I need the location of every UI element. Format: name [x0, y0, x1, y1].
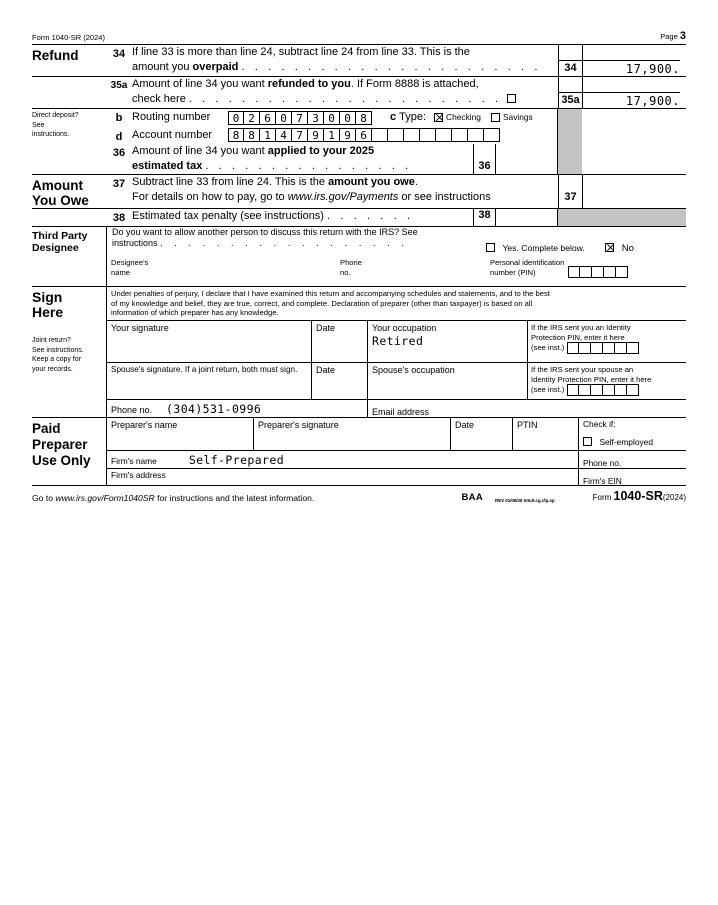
line-38-box-number: 38	[478, 209, 491, 221]
your-date-label: Date	[316, 323, 336, 333]
line-37-text	[132, 175, 558, 208]
pin-digit[interactable]	[580, 266, 592, 278]
page-indicator	[660, 30, 686, 42]
spouse-ip-pin-digit[interactable]	[615, 384, 627, 396]
line-34-row	[32, 45, 686, 76]
spouse-ip-pin-digit[interactable]	[627, 384, 639, 396]
third-party-category-label	[32, 227, 106, 256]
spouse-ip-pin-label-line1: If the IRS sent your spouse an	[531, 365, 634, 374]
account-digit[interactable]	[372, 128, 388, 142]
routing-digit[interactable]: 6	[260, 111, 276, 125]
line-38-text-line1	[132, 209, 469, 224]
blank-amount-36	[582, 144, 686, 174]
firm-name-value[interactable]: Self-Prepared	[188, 453, 285, 467]
perjury-line3: information of which preparer has any knowledge.	[111, 308, 279, 318]
pin-digit[interactable]	[592, 266, 604, 278]
page-footer	[32, 486, 686, 503]
firm-address-field[interactable]	[106, 469, 578, 485]
footer-goto	[32, 493, 314, 503]
page-number: 3	[679, 30, 686, 42]
line-37-number: 37	[112, 178, 126, 190]
line-34-overpaid: overpaid	[192, 61, 239, 73]
line-36-text-line2	[132, 159, 469, 174]
signature-row-2	[106, 362, 686, 399]
preparer-name-label: Preparer's name	[111, 420, 178, 430]
line-38-box-col	[473, 209, 495, 226]
grey-filler-38b	[582, 209, 686, 226]
account-type-label: Type:	[399, 111, 427, 123]
ip-pin-digit[interactable]	[579, 342, 591, 354]
third-party-no-checkbox[interactable]	[605, 243, 614, 252]
third-party-cat-line1: Third Party	[32, 230, 88, 242]
account-digit[interactable]: 1	[324, 128, 340, 142]
footer-right	[462, 489, 687, 503]
direct-deposit-note	[32, 109, 106, 144]
third-party-question-row	[32, 227, 686, 256]
line-35a-check-here: check here	[132, 93, 186, 105]
line-36-text-line1	[132, 144, 469, 159]
account-digit[interactable]	[388, 128, 404, 142]
account-digit[interactable]: 9	[308, 128, 324, 142]
line-35a-post: . If Form 8888 is attached,	[350, 78, 479, 90]
designee-name-field[interactable]	[106, 256, 336, 286]
paid-preparer-category-label	[32, 418, 106, 485]
firm-ein-label: Firm's EIN	[583, 476, 622, 486]
spouse-signature-label: Spouse's signature. If a joint return, both must sign.	[111, 365, 298, 374]
bank-info	[132, 109, 557, 144]
designee-pin-label-line1: Personal identification	[490, 258, 565, 267]
line-d-letter: d	[115, 131, 123, 143]
ip-pin-digit[interactable]	[591, 342, 603, 354]
firm-ein-field[interactable]	[578, 469, 686, 485]
leader-dots-34: . . . . . . . . . . . . . . . . . . . . . . .	[241, 61, 541, 73]
direct-deposit-row	[32, 108, 686, 144]
line-35a-row	[32, 76, 686, 108]
form-8888-checkbox[interactable]	[507, 94, 516, 103]
account-digit[interactable]: 8	[244, 128, 260, 142]
line-37-see-instructions: or see instructions	[398, 191, 491, 203]
spouse-ip-pin-digit[interactable]	[579, 384, 591, 396]
irs-form1040sr-url[interactable]: www.irs.gov/Form1040SR	[55, 493, 155, 503]
signature-grid	[106, 320, 686, 417]
footer-goto-post: for instructions and the latest information.	[154, 493, 315, 503]
designee-phone-label-line1: Phone	[340, 258, 362, 267]
amount-owe-spacer	[32, 209, 106, 226]
line-35a-text-line1	[132, 77, 554, 92]
routing-digit[interactable]: 2	[244, 111, 260, 125]
line-37-row	[32, 175, 686, 208]
page-header	[32, 30, 686, 44]
routing-number-input[interactable]	[228, 111, 372, 125]
designee-name-label-line1: Designee's	[111, 258, 149, 267]
signature-row-1	[106, 320, 686, 362]
ip-pin-label-line3: (see inst.)	[531, 343, 565, 353]
preparer-signature-field[interactable]	[253, 418, 450, 450]
designee-name-label-line2: name	[111, 267, 130, 277]
line-35a-pre: Amount of line 34 you want	[132, 78, 268, 90]
checking-label: Checking	[446, 111, 481, 122]
leader-dots-36: . . . . . . . . . . . . . . . .	[205, 160, 412, 172]
routing-digit[interactable]: 3	[308, 111, 324, 125]
line-36-row	[32, 144, 686, 174]
your-occupation-field[interactable]	[367, 321, 527, 362]
designee-pin-label-line2: number (PIN)	[490, 267, 536, 277]
routing-digit[interactable]: 0	[228, 111, 244, 125]
baa-label: BAA	[461, 492, 483, 503]
amount-you-owe-section	[32, 174, 686, 226]
check-if-label: Check if:	[583, 419, 616, 429]
account-digit[interactable]: 6	[356, 128, 372, 142]
line-34-text	[132, 45, 558, 76]
line-35a-amount-col[interactable]	[582, 77, 686, 108]
preparer-date-label: Date	[455, 420, 475, 430]
routing-number-label: Routing number	[132, 111, 211, 123]
paid-preparer-cat-line2: Preparer	[32, 437, 88, 452]
preparer-ptin-field[interactable]	[512, 418, 578, 450]
account-digit[interactable]	[468, 128, 484, 142]
amount-owe-cat-line1: Amount	[32, 178, 83, 193]
line-34-text-line2	[132, 60, 554, 75]
account-number-label: Account number	[132, 128, 213, 141]
routing-digit[interactable]: 0	[276, 111, 292, 125]
ip-pin-digit[interactable]	[603, 342, 615, 354]
line-36-box-col	[473, 144, 495, 174]
third-party-question-line1: Do you want to allow another person to discuss this return with the IRS? See	[112, 227, 418, 237]
account-digit[interactable]	[420, 128, 436, 142]
footer-form-id	[593, 489, 686, 503]
perjury-line1: Under penalties of perjury, I declare that I have examined this return and accompanying schedules and statements, and to the best	[111, 289, 550, 298]
line-34-amount[interactable]: 17,900.	[583, 60, 680, 76]
routing-digit[interactable]: 0	[340, 111, 356, 125]
leader-dots-38: . . . . . . .	[327, 210, 414, 222]
form-1040sr-page3	[32, 30, 686, 503]
line-35a-box-number: 35a	[559, 92, 582, 106]
joint-return-note	[32, 320, 106, 417]
line-38-row	[32, 208, 686, 226]
line-34-text-line1: If line 33 is more than line 24, subtract line 24 from line 33. This is the	[132, 46, 470, 58]
firm-address-label: Firm's address	[111, 470, 166, 480]
line-35a-text-line2	[132, 92, 554, 107]
line-38-number: 38	[112, 212, 126, 224]
line-37-period: .	[414, 176, 418, 188]
your-signature-row	[32, 320, 686, 417]
self-employed-label: Self-employed	[599, 436, 653, 447]
line-38-text	[132, 209, 473, 226]
account-number-input[interactable]	[228, 128, 500, 142]
routing-digit[interactable]: 7	[292, 111, 308, 125]
ip-pin-digit[interactable]	[567, 342, 579, 354]
account-digit[interactable]	[484, 128, 500, 142]
line-34-box-number: 34	[559, 60, 582, 74]
third-party-fields-row	[32, 256, 686, 286]
grey-filler-36	[557, 144, 582, 174]
account-digit[interactable]: 4	[276, 128, 292, 142]
form-label: Form 1040-SR (2024)	[32, 33, 105, 42]
spouse-ip-pin-label-line2: Identity Protection PIN, enter it here	[531, 374, 652, 384]
line-37-text-line1	[132, 175, 554, 190]
signature-row-3	[106, 399, 686, 417]
preparer-signature-label: Preparer's signature	[258, 420, 339, 430]
line-37-details: For details on how to pay, go to	[132, 191, 288, 203]
third-party-question-line2	[112, 238, 483, 249]
your-occupation-value[interactable]: Retired	[372, 334, 424, 348]
designee-phone-label-line2: no.	[340, 267, 351, 277]
third-party-yes-label: Yes. Complete below.	[502, 243, 585, 253]
third-party-question	[106, 227, 486, 256]
refund-section	[32, 44, 686, 174]
account-digit[interactable]: 1	[260, 128, 276, 142]
direct-deposit-note-line2: See	[32, 121, 45, 129]
amount-owe-cat-line2: You Owe	[32, 193, 89, 208]
preparer-check-if-field	[578, 418, 686, 450]
line-38-label: Estimated tax penalty (see instructions)	[132, 210, 324, 222]
line-37-amount-col[interactable]	[582, 175, 686, 208]
third-party-cat-line2: Designee	[32, 242, 79, 254]
paid-preparer-grid	[106, 418, 686, 485]
taxpayer-email-label: Email address	[372, 407, 430, 417]
account-digit[interactable]	[452, 128, 468, 142]
designee-pin-field[interactable]	[486, 256, 686, 286]
sign-here-category-label	[32, 287, 106, 320]
spouse-ip-pin-field[interactable]	[527, 363, 686, 399]
taxpayer-phone-value[interactable]: (304)531-0996	[166, 402, 262, 416]
footer-form-year: (2024)	[662, 493, 686, 502]
taxpayer-email-field[interactable]	[367, 400, 686, 417]
perjury-row	[32, 287, 686, 320]
line-35a-text	[132, 77, 558, 108]
savings-checkbox[interactable]	[491, 113, 500, 122]
page-label: Page	[660, 32, 678, 41]
your-occupation-label: Your occupation	[372, 323, 437, 333]
amount-owe-category-label	[32, 175, 106, 208]
line-37-pre: Subtract line 33 from line 24. This is the	[132, 176, 329, 188]
ip-pin-label-line2: Protection PIN, enter it here	[531, 332, 625, 342]
ip-pin-field[interactable]	[527, 321, 686, 362]
line-c-letter: c	[390, 111, 397, 123]
line-37-amount[interactable]	[583, 190, 680, 191]
spouse-ip-pin-digit[interactable]	[591, 384, 603, 396]
firm-name-field[interactable]	[106, 451, 578, 468]
spouse-ip-pin-input[interactable]	[567, 384, 639, 396]
blank-amount-deposit	[582, 109, 686, 144]
pin-digit[interactable]	[568, 266, 580, 278]
line-35a-box-col	[558, 77, 582, 108]
designee-phone-field[interactable]	[336, 256, 486, 286]
direct-deposit-note-line1: Direct deposit?	[32, 112, 79, 119]
third-party-no-label: No	[621, 243, 634, 254]
line-b-letter: b	[115, 112, 123, 124]
third-party-answer	[486, 227, 686, 256]
direct-deposit-note-line3: instructions.	[32, 131, 70, 138]
your-date-field[interactable]	[311, 321, 367, 362]
preparer-ptin-label: PTIN	[517, 420, 538, 430]
preparer-date-field[interactable]	[450, 418, 512, 450]
ip-pin-input[interactable]	[567, 342, 639, 354]
spouse-date-field[interactable]	[311, 363, 367, 399]
preparer-row-1	[106, 418, 686, 450]
line-35a-amount[interactable]: 17,900.	[583, 92, 680, 108]
sign-here-section	[32, 286, 686, 417]
joint-note-line1: Joint return?	[32, 337, 71, 344]
line-36-pre: Amount of line 34 you want	[132, 145, 268, 157]
refund-spacer-a	[32, 77, 106, 108]
account-digit[interactable]: 8	[228, 128, 244, 142]
third-party-instructions: instructions	[112, 238, 158, 248]
joint-note-line3: Keep a copy for	[32, 356, 82, 363]
third-party-yes-checkbox[interactable]	[486, 243, 495, 252]
grey-filler-38a	[557, 209, 582, 226]
account-number-row	[132, 126, 557, 144]
paid-preparer-cat-line3: Use Only	[32, 453, 91, 468]
spouse-ip-pin-digit[interactable]	[567, 384, 579, 396]
spouse-occupation-label: Spouse's occupation	[372, 365, 455, 375]
your-signature-label: Your signature	[111, 323, 169, 333]
account-digit[interactable]: 7	[292, 128, 308, 142]
account-digit[interactable]	[404, 128, 420, 142]
account-digit[interactable]	[436, 128, 452, 142]
leader-dots-35a: . . . . . . . . . . . . . . . . . . . . . . . .	[188, 93, 502, 105]
routing-digit[interactable]: 8	[356, 111, 372, 125]
taxpayer-phone-field[interactable]	[106, 400, 367, 417]
checking-checkbox[interactable]	[434, 113, 443, 122]
line-37-box-col	[558, 175, 582, 208]
preparer-row-2	[106, 450, 686, 468]
refund-category-label: Refund	[32, 48, 79, 63]
spouse-ip-pin-digit[interactable]	[603, 384, 615, 396]
your-signature-field[interactable]	[106, 321, 311, 362]
footer-form-pre: Form	[592, 493, 614, 502]
firm-phone-field[interactable]	[578, 451, 686, 468]
line-37-text-line2	[132, 190, 554, 205]
designee-pin-input[interactable]	[568, 266, 628, 278]
pin-digit[interactable]	[604, 266, 616, 278]
line-38-amount-col[interactable]	[495, 209, 557, 226]
line-35a-refunded-to-you: refunded to you	[267, 78, 351, 90]
ip-pin-digit[interactable]	[615, 342, 627, 354]
account-digit[interactable]: 9	[340, 128, 356, 142]
perjury-statement	[106, 287, 686, 320]
preparer-name-field[interactable]	[106, 418, 253, 450]
third-party-designee-section	[32, 226, 686, 286]
line-34-amount-you: amount you	[132, 61, 193, 73]
line-36-estimated-tax: estimated tax	[132, 160, 203, 172]
irs-payments-url[interactable]: www.irs.gov/Payments	[287, 191, 399, 203]
sign-here-cat-line2: Here	[32, 304, 64, 320]
line-36-amount-col[interactable]	[495, 144, 557, 174]
revision-code: REV 01/06/25 Intuit.cg.cfp.sp	[494, 498, 555, 503]
refund-spacer-b	[32, 144, 106, 174]
joint-note-line4: your records.	[32, 365, 73, 373]
line-34-number: 34	[112, 48, 126, 60]
routing-number-row	[132, 109, 557, 126]
leader-dots-tp: . . . . . . . . . . . . . . . . . .	[160, 238, 409, 248]
spouse-occupation-field[interactable]	[367, 363, 527, 399]
firm-name-label: Firm's name	[111, 456, 157, 466]
ip-pin-label-line1: If the IRS sent you an Identity	[531, 323, 631, 332]
preparer-row-3	[106, 468, 686, 485]
line-36-box-number: 36	[478, 160, 491, 172]
paid-preparer-cat-line1: Paid	[32, 421, 61, 436]
grey-filler-deposit	[557, 109, 582, 144]
third-party-spacer	[32, 256, 106, 286]
footer-goto-pre: Go to	[32, 493, 56, 503]
routing-digit[interactable]: 0	[324, 111, 340, 125]
pin-digit[interactable]	[616, 266, 628, 278]
perjury-line2: of my knowledge and belief, they are true, correct, and complete. Declaration of preparer (other than taxpayer) is based on all	[111, 298, 533, 308]
line-37-amount-you-owe: amount you owe	[328, 176, 415, 188]
line-36-text	[132, 144, 473, 174]
savings-label: Savings	[502, 111, 533, 122]
paid-preparer-row	[32, 418, 686, 485]
line-35a-number: 35a	[110, 80, 128, 91]
joint-note-line2: See instructions.	[32, 346, 84, 354]
footer-form-number: 1040-SR	[613, 489, 663, 503]
line-36-number: 36	[112, 147, 126, 159]
spouse-date-label: Date	[316, 365, 336, 375]
ip-pin-digit[interactable]	[627, 342, 639, 354]
taxpayer-phone-label: Phone no.	[111, 405, 153, 415]
spouse-signature-field[interactable]	[106, 363, 311, 399]
line-37-box-number: 37	[564, 191, 577, 203]
sign-here-cat-line1: Sign	[32, 289, 63, 305]
routing-letters	[106, 109, 132, 144]
line-34-amount-col[interactable]	[582, 45, 686, 76]
line-34-box-col	[558, 45, 582, 76]
paid-preparer-section	[32, 417, 686, 485]
line-36-applied: applied to your 2025	[267, 145, 375, 157]
firm-phone-label: Phone no.	[583, 458, 622, 468]
spouse-ip-pin-label-line3: (see inst.)	[531, 385, 565, 395]
self-employed-checkbox[interactable]	[583, 437, 592, 446]
